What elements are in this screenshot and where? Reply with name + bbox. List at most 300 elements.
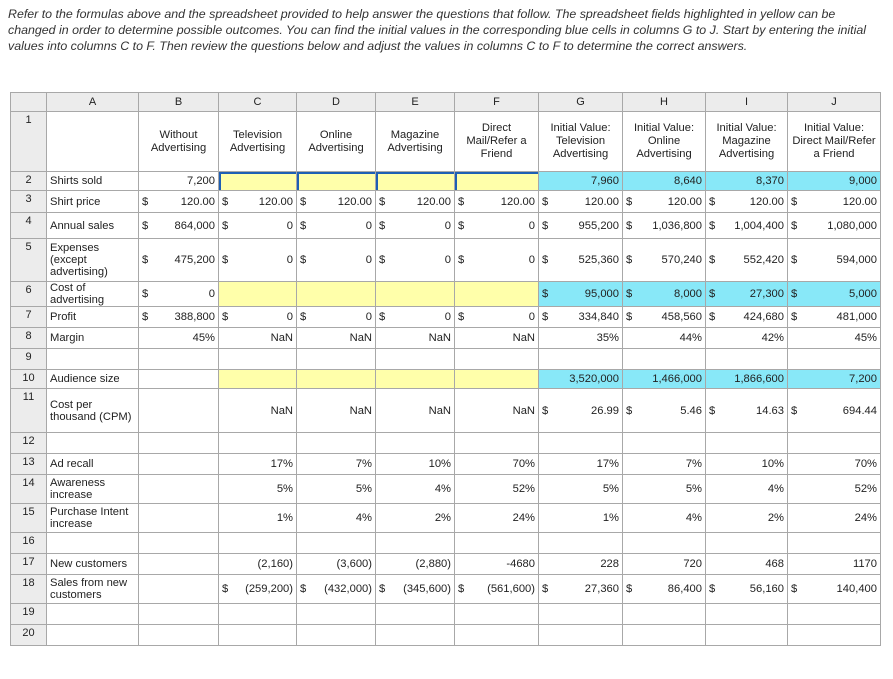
currency-symbol: $ bbox=[458, 195, 465, 208]
data-cell[interactable] bbox=[139, 575, 219, 604]
data-cell[interactable] bbox=[297, 349, 376, 370]
row-number: 15 bbox=[11, 504, 47, 533]
data-cell[interactable]: 5% bbox=[219, 475, 297, 504]
data-cell[interactable] bbox=[788, 575, 881, 604]
data-cell[interactable] bbox=[539, 349, 623, 370]
column-header-b[interactable]: B bbox=[139, 93, 219, 112]
data-cell[interactable]: 468 bbox=[706, 554, 788, 575]
data-cell[interactable]: 4% bbox=[706, 475, 788, 504]
row-number: 17 bbox=[11, 554, 47, 575]
data-cell[interactable]: 10% bbox=[706, 454, 788, 475]
data-cell[interactable]: 7,200 bbox=[139, 172, 219, 191]
data-cell[interactable] bbox=[139, 239, 219, 282]
data-cell[interactable] bbox=[376, 213, 455, 239]
data-cell[interactable] bbox=[706, 625, 788, 646]
cell-value: 955,200 bbox=[578, 219, 619, 232]
currency-symbol: $ bbox=[458, 311, 465, 323]
data-cell[interactable] bbox=[139, 213, 219, 239]
currency-symbol: $ bbox=[542, 219, 549, 232]
initial-value-cell[interactable]: 1,466,000 bbox=[623, 370, 706, 389]
cell-value: 120.00 bbox=[749, 195, 784, 208]
data-cell[interactable]: NaN bbox=[297, 389, 376, 433]
data-cell[interactable]: 70% bbox=[455, 454, 539, 475]
data-cell[interactable]: 24% bbox=[455, 504, 539, 533]
data-cell[interactable]: 42% bbox=[706, 328, 788, 349]
data-cell[interactable] bbox=[788, 213, 881, 239]
currency-symbol: $ bbox=[300, 254, 307, 266]
data-cell[interactable]: 7% bbox=[297, 454, 376, 475]
header-cell-b[interactable]: Without Advertising bbox=[139, 112, 219, 172]
row-number: 4 bbox=[11, 213, 47, 239]
table-row bbox=[11, 554, 881, 575]
header-cell-g[interactable]: Initial Value: Television Advertising bbox=[539, 112, 623, 172]
data-cell[interactable]: 7% bbox=[623, 454, 706, 475]
data-cell[interactable]: (2,880) bbox=[376, 554, 455, 575]
header-row bbox=[11, 112, 881, 172]
input-cell[interactable] bbox=[219, 172, 297, 191]
row-number: 18 bbox=[11, 575, 47, 604]
currency-symbol: $ bbox=[542, 404, 549, 417]
row-label[interactable]: Profit bbox=[47, 307, 139, 328]
cell-value: 120.00 bbox=[584, 195, 619, 208]
column-header-row bbox=[11, 93, 881, 112]
input-cell[interactable] bbox=[297, 370, 376, 389]
initial-value-cell[interactable]: 8,640 bbox=[623, 172, 706, 191]
data-cell[interactable]: 1% bbox=[219, 504, 297, 533]
data-cell[interactable] bbox=[219, 239, 297, 282]
data-cell[interactable] bbox=[297, 604, 376, 625]
data-cell[interactable] bbox=[376, 625, 455, 646]
data-cell[interactable] bbox=[623, 575, 706, 604]
data-cell[interactable]: 52% bbox=[455, 475, 539, 504]
cell-value: 481,000 bbox=[836, 311, 877, 323]
column-header-i[interactable]: I bbox=[706, 93, 788, 112]
row-label[interactable]: Purchase Intent increase bbox=[47, 504, 139, 533]
table-row bbox=[11, 213, 881, 239]
header-cell-d[interactable]: Online Advertising bbox=[297, 112, 376, 172]
input-cell[interactable] bbox=[376, 172, 455, 191]
data-cell[interactable] bbox=[219, 625, 297, 646]
data-cell[interactable] bbox=[706, 213, 788, 239]
data-cell[interactable] bbox=[139, 475, 219, 504]
table-row bbox=[11, 370, 881, 389]
data-cell[interactable]: NaN bbox=[297, 328, 376, 349]
data-cell[interactable] bbox=[455, 307, 539, 328]
row-label[interactable]: Sales from new customers bbox=[47, 575, 139, 604]
data-cell[interactable] bbox=[788, 533, 881, 554]
data-cell[interactable]: 45% bbox=[788, 328, 881, 349]
table-row bbox=[11, 475, 881, 504]
data-cell[interactable] bbox=[219, 575, 297, 604]
data-cell[interactable] bbox=[623, 604, 706, 625]
cell-value: 458,560 bbox=[661, 311, 702, 323]
data-cell[interactable] bbox=[219, 533, 297, 554]
table-row bbox=[11, 604, 881, 625]
column-header-d[interactable]: D bbox=[297, 93, 376, 112]
input-cell[interactable] bbox=[297, 282, 376, 307]
header-cell-h[interactable]: Initial Value: Online Advertising bbox=[623, 112, 706, 172]
cell-value: 0 bbox=[528, 219, 535, 232]
data-cell[interactable] bbox=[297, 191, 376, 213]
data-cell[interactable] bbox=[706, 239, 788, 282]
data-cell[interactable] bbox=[788, 191, 881, 213]
column-header-j[interactable]: J bbox=[788, 93, 881, 112]
currency-symbol: $ bbox=[222, 311, 229, 323]
row-label[interactable]: Annual sales bbox=[47, 213, 139, 239]
data-cell[interactable] bbox=[297, 533, 376, 554]
currency-symbol: $ bbox=[791, 254, 798, 266]
row-number: 5 bbox=[11, 239, 47, 282]
data-cell[interactable]: 1% bbox=[539, 504, 623, 533]
data-cell[interactable]: 10% bbox=[376, 454, 455, 475]
initial-value-cell[interactable] bbox=[788, 282, 881, 307]
data-cell[interactable]: (2,160) bbox=[219, 554, 297, 575]
cell-value: (561,600) bbox=[487, 583, 535, 595]
data-cell[interactable] bbox=[219, 307, 297, 328]
input-cell[interactable] bbox=[376, 282, 455, 307]
row-label[interactable]: Shirt price bbox=[47, 191, 139, 213]
cell-value: 594,000 bbox=[836, 254, 877, 266]
data-cell[interactable] bbox=[788, 625, 881, 646]
data-cell[interactable]: (3,600) bbox=[297, 554, 376, 575]
initial-value-cell[interactable]: 7,200 bbox=[788, 370, 881, 389]
data-cell[interactable] bbox=[455, 213, 539, 239]
cell-value: (432,000) bbox=[324, 583, 372, 595]
column-header-c[interactable]: C bbox=[219, 93, 297, 112]
data-cell[interactable] bbox=[139, 349, 219, 370]
data-cell[interactable]: -4680 bbox=[455, 554, 539, 575]
data-cell[interactable] bbox=[139, 504, 219, 533]
cell-value: 0 bbox=[528, 311, 535, 323]
data-cell[interactable] bbox=[706, 433, 788, 454]
initial-value-cell[interactable]: 9,000 bbox=[788, 172, 881, 191]
row-number: 6 bbox=[11, 282, 47, 307]
data-cell[interactable]: 1170 bbox=[788, 554, 881, 575]
data-cell[interactable] bbox=[297, 213, 376, 239]
data-cell[interactable] bbox=[706, 307, 788, 328]
data-cell[interactable] bbox=[376, 307, 455, 328]
cell-value: 0 bbox=[365, 219, 372, 232]
column-header-e[interactable]: E bbox=[376, 93, 455, 112]
cell-value: 864,000 bbox=[174, 219, 215, 232]
data-cell[interactable] bbox=[623, 213, 706, 239]
cell-value: 120.00 bbox=[258, 195, 293, 208]
input-cell[interactable] bbox=[455, 370, 539, 389]
cell-value: 56,160 bbox=[749, 583, 784, 595]
initial-value-cell[interactable]: 3,520,000 bbox=[539, 370, 623, 389]
data-cell[interactable] bbox=[539, 213, 623, 239]
data-cell[interactable] bbox=[455, 349, 539, 370]
cell-value: 0 bbox=[286, 219, 293, 232]
data-cell[interactable] bbox=[297, 433, 376, 454]
data-cell[interactable]: 2% bbox=[706, 504, 788, 533]
initial-value-cell[interactable]: 8,370 bbox=[706, 172, 788, 191]
data-cell[interactable] bbox=[139, 604, 219, 625]
data-cell[interactable] bbox=[376, 604, 455, 625]
currency-symbol: $ bbox=[626, 195, 633, 208]
data-cell[interactable] bbox=[623, 191, 706, 213]
currency-symbol: $ bbox=[142, 195, 149, 208]
data-cell[interactable] bbox=[788, 433, 881, 454]
currency-symbol: $ bbox=[542, 254, 549, 266]
data-cell[interactable] bbox=[539, 433, 623, 454]
row-number: 14 bbox=[11, 475, 47, 504]
data-cell[interactable] bbox=[139, 533, 219, 554]
data-cell[interactable]: 45% bbox=[139, 328, 219, 349]
column-header-h[interactable]: H bbox=[623, 93, 706, 112]
header-cell-a[interactable] bbox=[47, 112, 139, 172]
input-cell[interactable] bbox=[376, 370, 455, 389]
data-cell[interactable] bbox=[455, 604, 539, 625]
table-row bbox=[11, 191, 881, 213]
data-cell[interactable] bbox=[139, 389, 219, 433]
initial-value-cell[interactable]: 1,866,600 bbox=[706, 370, 788, 389]
data-cell[interactable] bbox=[455, 575, 539, 604]
data-cell[interactable] bbox=[539, 191, 623, 213]
instructions-text: Refer to the formulas above and the spreadsheet provided to help answer the questions that follow. The spreadsheet fields highlighted in yellow can be changed in order to determine possible outcomes. You can find the initial values in the corresponding blue cells in columns G to J. Start by entering the initial values into columns C to F. Then review the questions below and adjust the values in columns C to F to determine the correct answers. bbox=[8, 7, 866, 53]
data-cell[interactable]: 2% bbox=[376, 504, 455, 533]
row-label[interactable] bbox=[47, 604, 139, 625]
data-cell[interactable] bbox=[788, 389, 881, 433]
data-cell[interactable] bbox=[139, 433, 219, 454]
data-cell[interactable]: 4% bbox=[376, 475, 455, 504]
data-cell[interactable] bbox=[539, 389, 623, 433]
data-cell[interactable] bbox=[788, 239, 881, 282]
row-label[interactable]: Expenses (except advertising) bbox=[47, 239, 139, 282]
row-label[interactable]: Cost of advertising bbox=[47, 282, 139, 307]
data-cell[interactable]: 35% bbox=[539, 328, 623, 349]
row-number: 20 bbox=[11, 625, 47, 646]
data-cell[interactable] bbox=[139, 454, 219, 475]
row-number: 16 bbox=[11, 533, 47, 554]
data-cell[interactable] bbox=[139, 625, 219, 646]
data-cell[interactable] bbox=[623, 239, 706, 282]
currency-symbol: $ bbox=[142, 254, 149, 266]
currency-symbol: $ bbox=[300, 583, 307, 595]
data-cell[interactable] bbox=[539, 307, 623, 328]
currency-symbol: $ bbox=[626, 254, 633, 266]
data-cell[interactable] bbox=[219, 191, 297, 213]
data-cell[interactable] bbox=[706, 604, 788, 625]
table-row bbox=[11, 575, 881, 604]
cell-value: 5,000 bbox=[849, 288, 877, 300]
currency-symbol: $ bbox=[791, 583, 798, 595]
data-cell[interactable] bbox=[706, 349, 788, 370]
data-cell[interactable] bbox=[623, 625, 706, 646]
row-label[interactable]: Margin bbox=[47, 328, 139, 349]
row-label[interactable] bbox=[47, 625, 139, 646]
data-cell[interactable] bbox=[788, 349, 881, 370]
currency-symbol: $ bbox=[379, 219, 386, 232]
row-label[interactable] bbox=[47, 533, 139, 554]
table-row bbox=[11, 433, 881, 454]
cell-value: 0 bbox=[444, 254, 451, 266]
cell-value: 0 bbox=[444, 311, 451, 323]
cell-value: 120.00 bbox=[667, 195, 702, 208]
data-cell[interactable]: 720 bbox=[623, 554, 706, 575]
header-cell-i[interactable]: Initial Value: Magazine Advertising bbox=[706, 112, 788, 172]
input-cell[interactable] bbox=[297, 172, 376, 191]
currency-symbol: $ bbox=[379, 254, 386, 266]
data-cell[interactable]: NaN bbox=[219, 389, 297, 433]
data-cell[interactable] bbox=[139, 191, 219, 213]
cell-value: 334,840 bbox=[578, 311, 619, 323]
data-cell[interactable]: 17% bbox=[219, 454, 297, 475]
row-label[interactable]: Shirts sold bbox=[47, 172, 139, 191]
data-cell[interactable] bbox=[788, 604, 881, 625]
cell-value: 570,240 bbox=[661, 254, 702, 266]
data-cell[interactable] bbox=[623, 433, 706, 454]
currency-symbol: $ bbox=[542, 288, 549, 300]
data-cell[interactable] bbox=[455, 433, 539, 454]
row-number: 2 bbox=[11, 172, 47, 191]
data-cell[interactable] bbox=[455, 533, 539, 554]
currency-symbol: $ bbox=[791, 404, 798, 417]
currency-symbol: $ bbox=[379, 311, 386, 323]
spreadsheet bbox=[10, 92, 881, 646]
data-cell[interactable] bbox=[139, 282, 219, 307]
cell-value: 120.00 bbox=[500, 195, 535, 208]
cell-value: 0 bbox=[286, 254, 293, 266]
header-cell-c[interactable]: Television Advertising bbox=[219, 112, 297, 172]
data-cell[interactable]: 5% bbox=[623, 475, 706, 504]
header-cell-e[interactable]: Magazine Advertising bbox=[376, 112, 455, 172]
row-label[interactable]: Awareness increase bbox=[47, 475, 139, 504]
data-cell[interactable] bbox=[139, 307, 219, 328]
data-cell[interactable] bbox=[297, 625, 376, 646]
cell-value: 120.00 bbox=[416, 195, 451, 208]
data-cell[interactable] bbox=[539, 533, 623, 554]
input-cell[interactable] bbox=[219, 370, 297, 389]
currency-symbol: $ bbox=[709, 254, 716, 266]
row-number: 10 bbox=[11, 370, 47, 389]
row-label[interactable]: Cost per thousand (CPM) bbox=[47, 389, 139, 433]
data-cell[interactable]: NaN bbox=[219, 328, 297, 349]
initial-value-cell[interactable] bbox=[623, 282, 706, 307]
currency-symbol: $ bbox=[709, 404, 716, 417]
cell-value: 140,400 bbox=[836, 583, 877, 595]
initial-value-cell[interactable] bbox=[539, 282, 623, 307]
data-cell[interactable]: 24% bbox=[788, 504, 881, 533]
header-cell-j[interactable]: Initial Value: Direct Mail/Refer a Friend bbox=[788, 112, 881, 172]
row-label[interactable] bbox=[47, 433, 139, 454]
data-cell[interactable] bbox=[623, 307, 706, 328]
data-cell[interactable] bbox=[219, 213, 297, 239]
data-cell[interactable]: NaN bbox=[455, 328, 539, 349]
data-cell[interactable]: 17% bbox=[539, 454, 623, 475]
data-cell[interactable] bbox=[219, 433, 297, 454]
data-cell[interactable] bbox=[623, 533, 706, 554]
data-cell[interactable] bbox=[139, 554, 219, 575]
initial-value-cell[interactable]: 7,960 bbox=[539, 172, 623, 191]
data-cell[interactable]: NaN bbox=[376, 328, 455, 349]
currency-symbol: $ bbox=[626, 311, 633, 323]
data-cell[interactable] bbox=[539, 239, 623, 282]
cell-value: 424,680 bbox=[743, 311, 784, 323]
data-cell[interactable] bbox=[455, 239, 539, 282]
data-cell[interactable] bbox=[455, 191, 539, 213]
data-cell[interactable]: NaN bbox=[376, 389, 455, 433]
data-cell[interactable] bbox=[376, 433, 455, 454]
data-cell[interactable]: NaN bbox=[455, 389, 539, 433]
cell-value: 120.00 bbox=[842, 195, 877, 208]
table-row bbox=[11, 504, 881, 533]
data-cell[interactable] bbox=[539, 575, 623, 604]
data-cell[interactable] bbox=[788, 307, 881, 328]
data-cell[interactable] bbox=[623, 389, 706, 433]
data-cell[interactable] bbox=[297, 239, 376, 282]
cell-value: 8,000 bbox=[674, 288, 702, 300]
row-number: 7 bbox=[11, 307, 47, 328]
currency-symbol: $ bbox=[222, 583, 229, 595]
data-cell[interactable] bbox=[297, 307, 376, 328]
currency-symbol: $ bbox=[626, 288, 633, 300]
data-cell[interactable] bbox=[706, 575, 788, 604]
cell-value: (345,600) bbox=[403, 583, 451, 595]
data-cell[interactable] bbox=[219, 604, 297, 625]
data-cell[interactable]: 228 bbox=[539, 554, 623, 575]
data-cell[interactable] bbox=[706, 389, 788, 433]
data-cell[interactable] bbox=[706, 533, 788, 554]
table-row bbox=[11, 349, 881, 370]
table-row bbox=[11, 239, 881, 282]
data-cell[interactable] bbox=[139, 370, 219, 389]
data-cell[interactable] bbox=[623, 349, 706, 370]
input-cell[interactable] bbox=[455, 282, 539, 307]
row-label[interactable]: Ad recall bbox=[47, 454, 139, 475]
data-cell[interactable]: 5% bbox=[539, 475, 623, 504]
data-cell[interactable]: 4% bbox=[623, 504, 706, 533]
currency-symbol: $ bbox=[222, 195, 229, 208]
data-cell[interactable]: 44% bbox=[623, 328, 706, 349]
header-cell-f[interactable]: Direct Mail/Refer a Friend bbox=[455, 112, 539, 172]
data-cell[interactable] bbox=[455, 625, 539, 646]
data-cell[interactable] bbox=[539, 604, 623, 625]
column-header-f[interactable]: F bbox=[455, 93, 539, 112]
data-cell[interactable] bbox=[376, 239, 455, 282]
currency-symbol: $ bbox=[626, 219, 633, 232]
data-cell[interactable] bbox=[376, 575, 455, 604]
column-header-g[interactable]: G bbox=[539, 93, 623, 112]
row-label[interactable] bbox=[47, 349, 139, 370]
data-cell[interactable] bbox=[297, 575, 376, 604]
input-cell[interactable] bbox=[455, 172, 539, 191]
currency-symbol: $ bbox=[300, 219, 307, 232]
cell-value: 475,200 bbox=[174, 254, 215, 266]
cell-value: 27,300 bbox=[749, 288, 784, 300]
currency-symbol: $ bbox=[142, 288, 149, 300]
data-cell[interactable] bbox=[219, 349, 297, 370]
currency-symbol: $ bbox=[542, 311, 549, 323]
data-cell[interactable] bbox=[706, 191, 788, 213]
data-cell[interactable] bbox=[376, 533, 455, 554]
data-cell[interactable] bbox=[376, 349, 455, 370]
cell-value: 120.00 bbox=[337, 195, 372, 208]
data-cell[interactable]: 4% bbox=[297, 504, 376, 533]
row-label[interactable]: New customers bbox=[47, 554, 139, 575]
input-cell[interactable] bbox=[219, 282, 297, 307]
data-cell[interactable]: 70% bbox=[788, 454, 881, 475]
row-label[interactable]: Audience size bbox=[47, 370, 139, 389]
data-cell[interactable]: 5% bbox=[297, 475, 376, 504]
column-header-a[interactable]: A bbox=[47, 93, 139, 112]
initial-value-cell[interactable] bbox=[706, 282, 788, 307]
currency-symbol: $ bbox=[542, 195, 549, 208]
data-cell[interactable] bbox=[376, 191, 455, 213]
data-cell[interactable] bbox=[539, 625, 623, 646]
cell-value: 0 bbox=[528, 254, 535, 266]
data-cell[interactable]: 52% bbox=[788, 475, 881, 504]
